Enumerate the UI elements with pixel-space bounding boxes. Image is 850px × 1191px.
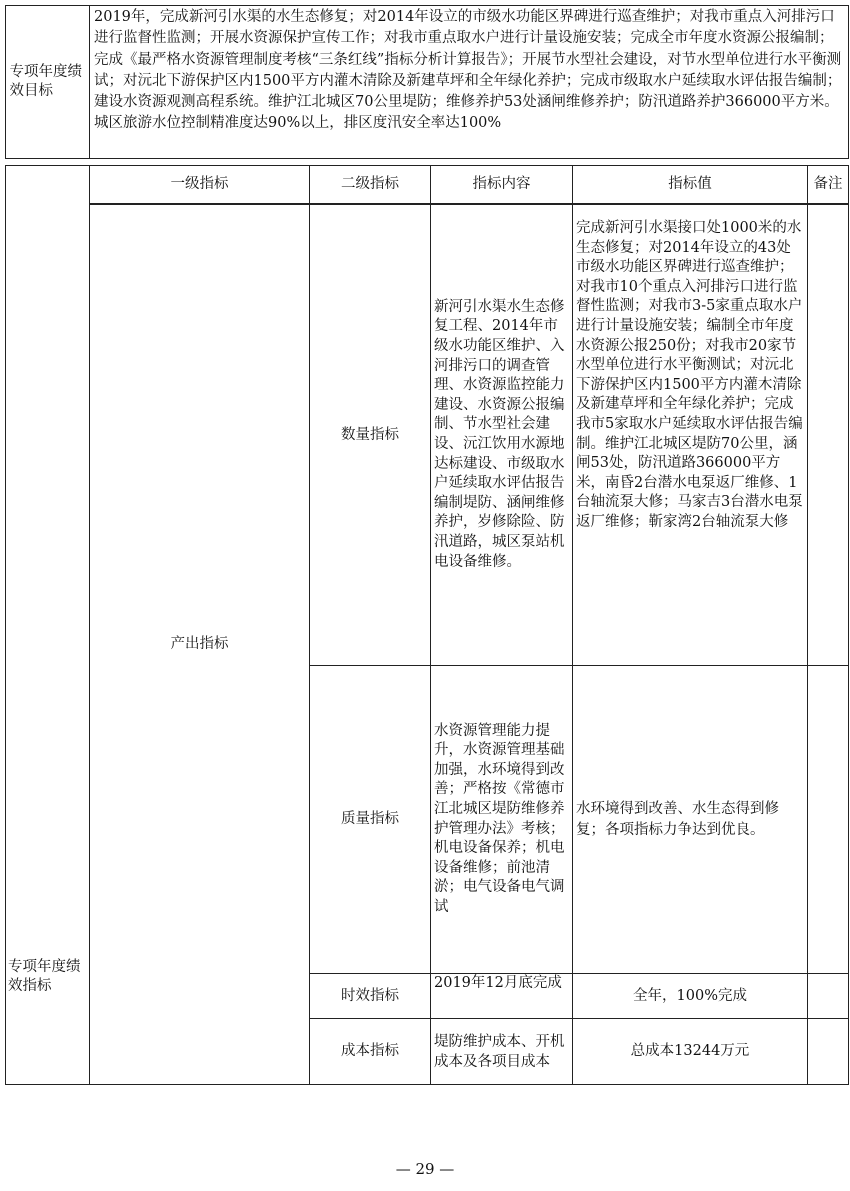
header-note: 备注 [808, 166, 849, 204]
indicators-table [5, 165, 849, 1085]
quantity-indicator-label: 数量指标 [310, 205, 431, 666]
quality-indicator-value: 水环境得到改善、水生态得到修复；各项指标力争达到优良。 [573, 666, 808, 974]
header-level2: 二级指标 [310, 166, 431, 204]
cost-indicator-content: 堤防维护成本、开机成本及各项目成本 [431, 1019, 573, 1085]
cost-indicator-note [808, 1019, 849, 1085]
goal-table [5, 5, 849, 159]
quantity-indicator-note [808, 205, 849, 666]
cost-indicator-label: 成本指标 [310, 1019, 431, 1085]
quality-indicator-label: 质量指标 [310, 666, 431, 974]
timeliness-indicator-label: 时效指标 [310, 974, 431, 1019]
indicators-label: 专项年度绩效指标 [6, 166, 90, 1085]
header-content: 指标内容 [431, 166, 573, 204]
quality-indicator-content: 水资源管理能力提升，水资源管理基础加强，水环境得到改善；严格按《常德市江北城区堤防维修养护管理办法》考核；机电设备保养；机电设备维修；前池清淤；电气设备电气调试 [431, 666, 573, 974]
header-level1: 一级指标 [90, 166, 310, 204]
quality-indicator-note [808, 666, 849, 974]
page-number: — 29 — [395, 1160, 455, 1178]
timeliness-indicator-content: 2019年12月底完成 [431, 974, 573, 1019]
cost-indicator-value: 总成本13244万元 [573, 1019, 808, 1085]
timeliness-indicator-value: 全年，100%完成 [573, 974, 808, 1019]
quantity-indicator-content: 新河引水渠水生态修复工程、2014年市级水功能区维护、入河排污口的调查管理、水资源监控能力建设、水资源公报编制、节水型社会建设、沅江饮用水源地达标建设、市级取水户延续取水评估报告编制堤防、涵闸维修养护，岁修除险、防汛道路，城区泵站机电设备维修。 [431, 205, 573, 666]
timeliness-indicator-note [808, 974, 849, 1019]
output-indicator-label: 产出指标 [90, 205, 310, 1085]
quantity-indicator-value: 完成新河引水渠接口处1000米的水生态修复；对2014年设立的43处市级水功能区界碑进行巡查维护；对我市10个重点入河排污口进行监督性监测；对我市3-5家重点取水户进行计量设施安装；编制全市年度水资源公报250份；对我市20家节水型单位进行水平衡测试；对沅北下游保护区内1500平方内灌木清除及新建草坪和全年绿化养护；完成我市5家取水户延续取水评估报告编制。维护江北城区堤防70公里，涵闸53处，防汛道路366000平方米，南昏2台潜水电泵返厂维修、1台轴流泵大修；马家吉3台潜水电泵返厂维修；靳家湾2台轴流泵大修 [573, 205, 808, 666]
goal-text: 2019年，完成新河引水渠的水生态修复；对2014年设立的市级水功能区界碑进行巡查维护；对我市重点入河排污口进行监督性监测；开展水资源保护宣传工作；对我市重点取水户进行计量设施安装；完成全市年度水资源公报编制；完成《最严格水资源管理制度考核“三条红线”指标分析计算报告》；开展节水型社会建设，对节水型单位进行水平衡测试；对沅北下游保护区内1500平方内灌木清除及新建草坪和全年绿化养护；完成市级取水户延续取水评估报告编制；建设水资源观测高程系统。维护江北城区70公里堤防；维修养护53处涵闸维修养护；防汛道路养护366000平方米。城区旅游水位控制精准度达90%以上，排区度汛安全率达100% [90, 6, 849, 159]
header-value: 指标值 [573, 166, 808, 204]
goal-label: 专项年度绩效目标 [6, 6, 90, 159]
